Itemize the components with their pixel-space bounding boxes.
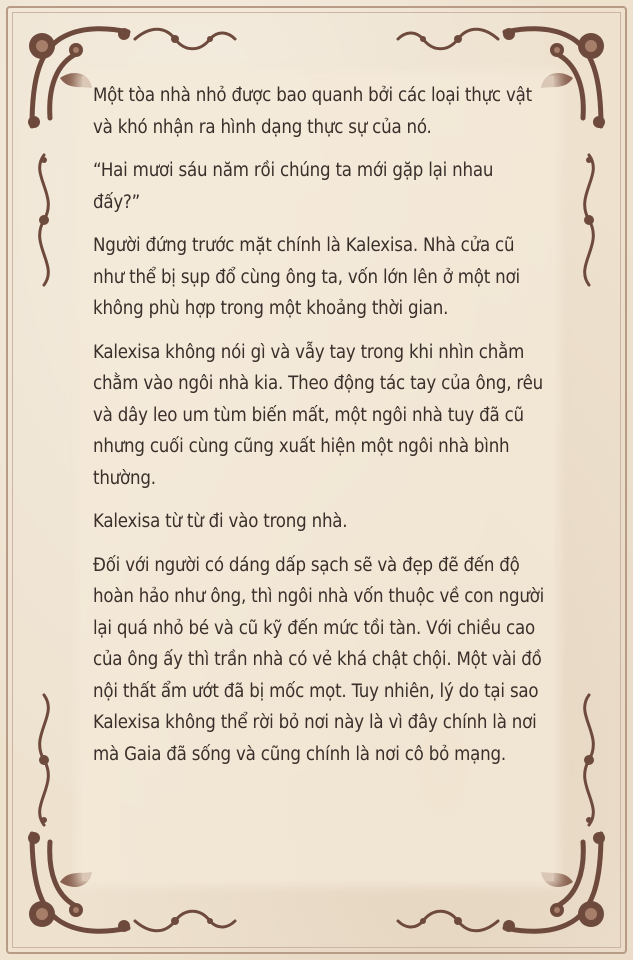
scroll-flourish-icon bbox=[393, 24, 503, 54]
scroll-flourish-icon bbox=[130, 24, 240, 54]
paragraph: Đối với người có dáng dấp sạch sẽ và đẹp đẽ đến độ hoàn hảo như ông, thì ngôi nhà vốn thuộc về con người lại quá nhỏ bé và cũ kỹ đến mức tồi tàn. Với chiều cao của ông ấy thì trần nhà có vẻ khá chật chội. Một vài đồ nội thất ẩm ướt đã bị mốc mọt. Tuy nhiên, lý do tại sao Kalexisa không thể rời bỏ nơi này là vì đây chính là nơi mà Gaia đã sống và cũng chính là nơi cô bỏ mạng. bbox=[93, 554, 545, 765]
paragraph: “Hai mươi sáu năm rồi chúng ta mới gặp lại nhau đấy?” bbox=[93, 160, 494, 213]
paragraph: Một tòa nhà nhỏ được bao quanh bởi các loại thực vật và khó nhận ra hình dạng thực sự của nó. bbox=[93, 85, 532, 138]
paragraph: Người đứng trước mặt chính là Kalexisa. Nhà cửa cũ như thể bị sụp đổ cùng ông ta, vốn lớn lên ở một nơi không phù hợp trong một khoảng thời gian. bbox=[93, 235, 520, 319]
scroll-flourish-icon bbox=[130, 906, 240, 936]
side-scroll-icon bbox=[24, 690, 64, 830]
story-text bbox=[93, 80, 545, 782]
paragraph: Kalexisa từ từ đi vào trong nhà. bbox=[93, 511, 348, 532]
scroll-flourish-icon bbox=[393, 906, 503, 936]
paragraph: Kalexisa không nói gì và vẫy tay trong khi nhìn chằm chằm vào ngôi nhà kia. Theo động tác tay của ông, rêu và dây leo um tùm biến mất, một ngôi nhà tuy đã cũ nhưng cuối cùng cũng xuất hiện một ngôi nhà bình thường. bbox=[93, 341, 543, 489]
side-scroll-icon bbox=[569, 690, 609, 830]
side-scroll-icon bbox=[24, 150, 64, 290]
side-scroll-icon bbox=[569, 150, 609, 290]
